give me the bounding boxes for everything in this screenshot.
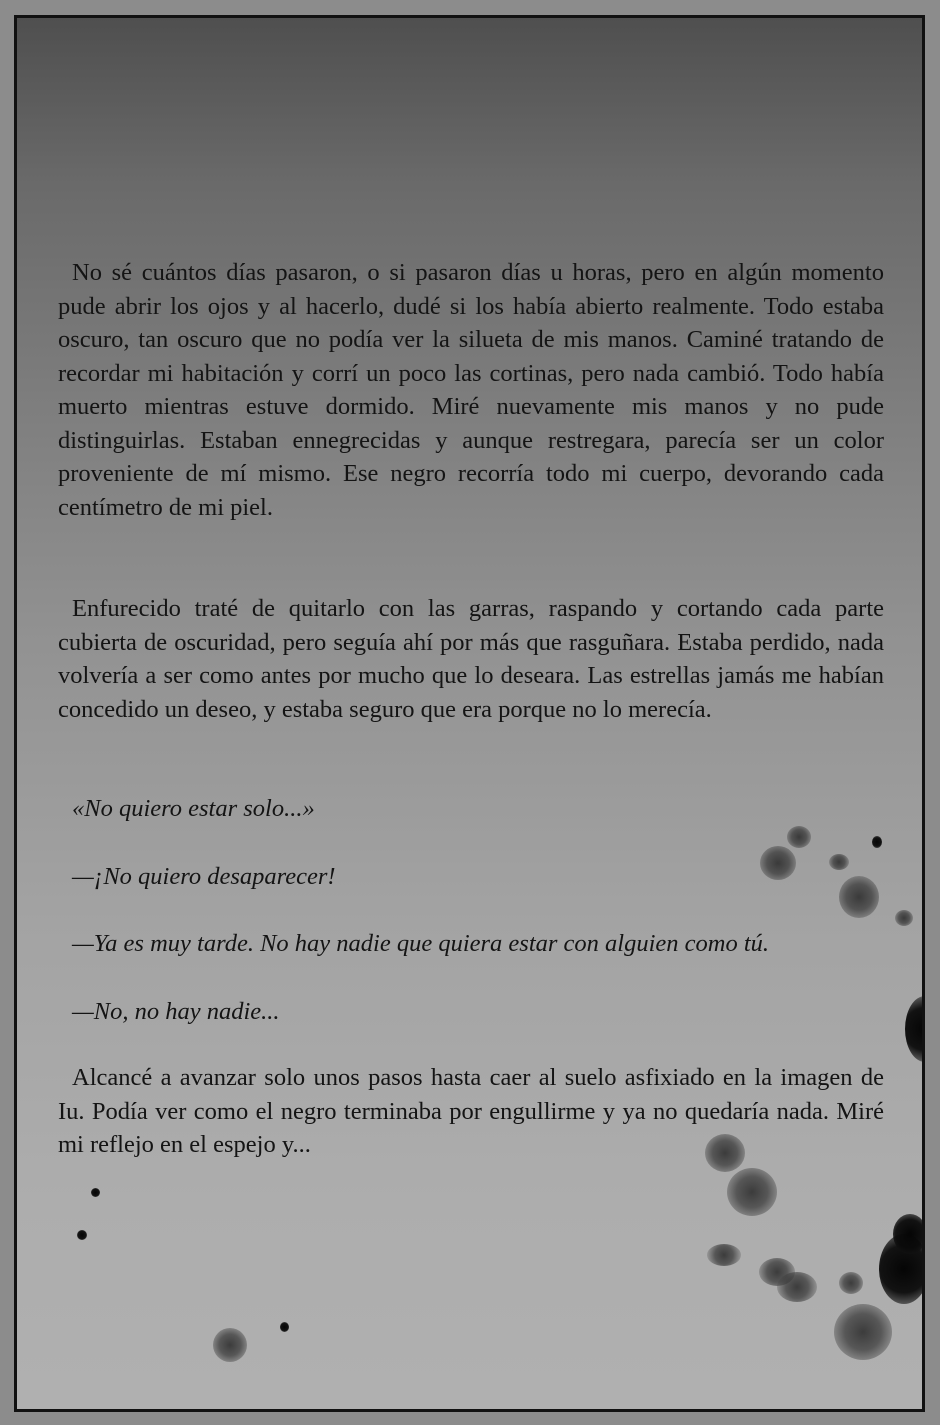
dialogue-line-1: «No quiero estar solo...» <box>72 795 315 822</box>
ink-stain <box>777 1272 817 1302</box>
narration-block-3 <box>58 1061 884 1162</box>
ink-stain <box>77 1230 87 1240</box>
dialogue-line-4: —No, no hay nadie... <box>72 997 280 1025</box>
ink-stain <box>91 1188 100 1197</box>
ink-stain <box>893 1214 925 1254</box>
ink-stain <box>213 1328 247 1362</box>
ink-stain <box>727 1168 777 1216</box>
ink-stain <box>872 836 882 848</box>
narration-block-1 <box>58 256 884 524</box>
ink-stain <box>895 910 913 926</box>
narration-block-2 <box>58 592 884 726</box>
text-panel <box>14 15 925 1412</box>
ink-stain <box>905 996 925 1062</box>
ink-stain <box>707 1244 741 1266</box>
dialogue-line-2: —¡No quiero desaparecer! <box>72 862 336 890</box>
ink-stain <box>280 1322 289 1332</box>
dialogue-block <box>58 792 884 1028</box>
ink-stain <box>760 846 796 880</box>
ink-stain <box>839 876 879 918</box>
ink-stain <box>834 1304 892 1360</box>
paragraph-1: No sé cuántos días pasaron, o si pasaron días u horas, pero en algún momento pude abrir los ojos y al hacerlo, dudé si los había abierto realmente. Todo estaba oscuro, tan oscuro que no podía ver la silueta de mis manos. Caminé tratando de recordar mi habitación y corrí un poco las cortinas, pero nada cambió. Todo había muerto mientras estuve dormido. Miré nuevamente mis manos y no pude distinguirlas. Estaban ennegrecidas y aunque restregara, parecía ser un color proveniente de mí mismo. Ese negro recorría todo mi cuerpo, devorando cada centímetro de mi piel. <box>58 259 884 521</box>
ink-stain <box>787 826 811 848</box>
ink-stain <box>839 1272 863 1294</box>
ink-stain <box>829 854 849 870</box>
dialogue-line-3: —Ya es muy tarde. No hay nadie que quiera estar con alguien como tú. <box>72 930 770 957</box>
paragraph-3: Alcancé a avanzar solo unos pasos hasta caer al suelo asfixiado en la imagen de Iu. Podía ver como el negro terminaba por engullirme y ya no quedaría nada. Miré mi reflejo en el espejo y... <box>58 1064 884 1158</box>
paragraph-2: Enfurecido traté de quitarlo con las garras, raspando y cortando cada parte cubierta de oscuridad, pero seguía ahí por más que rasguñara. Estaba perdido, nada volvería a ser como antes por mucho que lo deseara. Las estrellas jamás me habían concedido un deseo, y estaba seguro que era porque no lo merecía. <box>58 595 884 723</box>
ink-stain <box>705 1134 745 1172</box>
